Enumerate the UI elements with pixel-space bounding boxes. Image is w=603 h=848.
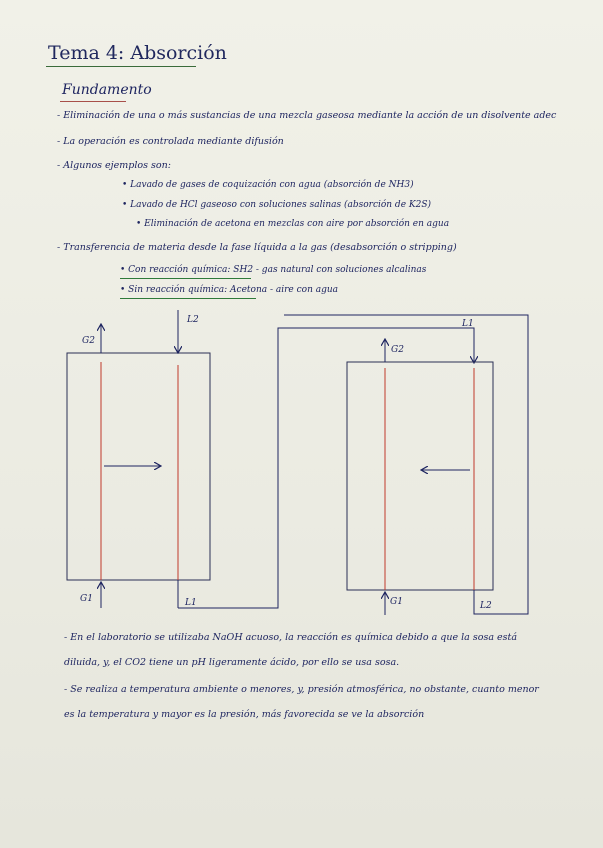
label-l2-left: L2 xyxy=(187,315,199,325)
example-item-3: • Eliminación de acetona en mezclas con aire por absorción en agua xyxy=(136,219,450,229)
label-l2-right: L2 xyxy=(480,601,492,611)
diffusion-line: - La operación es controlada mediante difusión xyxy=(57,136,284,147)
notes-paragraph-1a: - En el laboratorio se utilizaba NaOH acuoso, la reacción es química debido a que la sosa está xyxy=(64,632,517,643)
notes-paragraph-2a: - Se realiza a temperatura ambiente o menores, y, presión atmosférica, no obstante, cuanto menor xyxy=(64,684,539,695)
liquid-transfer-line xyxy=(178,328,474,608)
label-g2-left: G2 xyxy=(82,336,95,346)
page-title: Tema 4: Absorción xyxy=(48,42,227,64)
recycle-line xyxy=(284,315,528,614)
label-g2-right: G2 xyxy=(391,345,404,355)
stripping-line: - Transferencia de materia desde la fase líquida a la gas (desabsorción o stripping) xyxy=(57,242,457,253)
label-g1-right: G1 xyxy=(390,597,403,607)
label-l1-right: L1 xyxy=(462,319,474,329)
label-g1-left: G1 xyxy=(80,594,93,604)
notes-paragraph-1b: diluida, y, el CO2 tiene un pH ligeramente ácido, por ello se usa sosa. xyxy=(64,657,400,668)
notes-paragraph-2b: es la temperatura y mayor es la presión, más favorecida se ve la absorción xyxy=(64,709,425,720)
reaction-item-1: • Con reacción química: SH2 - gas natural con soluciones alcalinas xyxy=(120,265,427,275)
section-heading: Fundamento xyxy=(62,82,152,98)
reaction-item-2: • Sin reacción química: Acetona - aire con agua xyxy=(120,285,339,295)
label-l1-left: L1 xyxy=(185,598,197,608)
example-item-2: • Lavado de HCl gaseoso con soluciones salinas (absorción de K2S) xyxy=(122,200,432,210)
example-item-1: • Lavado de gases de coquización con agua (absorción de NH3) xyxy=(122,180,414,190)
examples-heading: - Algunos ejemplos son: xyxy=(57,160,171,171)
stripping-column xyxy=(347,362,493,590)
definition-line: - Eliminación de una o más sustancias de una mezcla gaseosa mediante la acción de un disolvente adec xyxy=(57,110,557,121)
